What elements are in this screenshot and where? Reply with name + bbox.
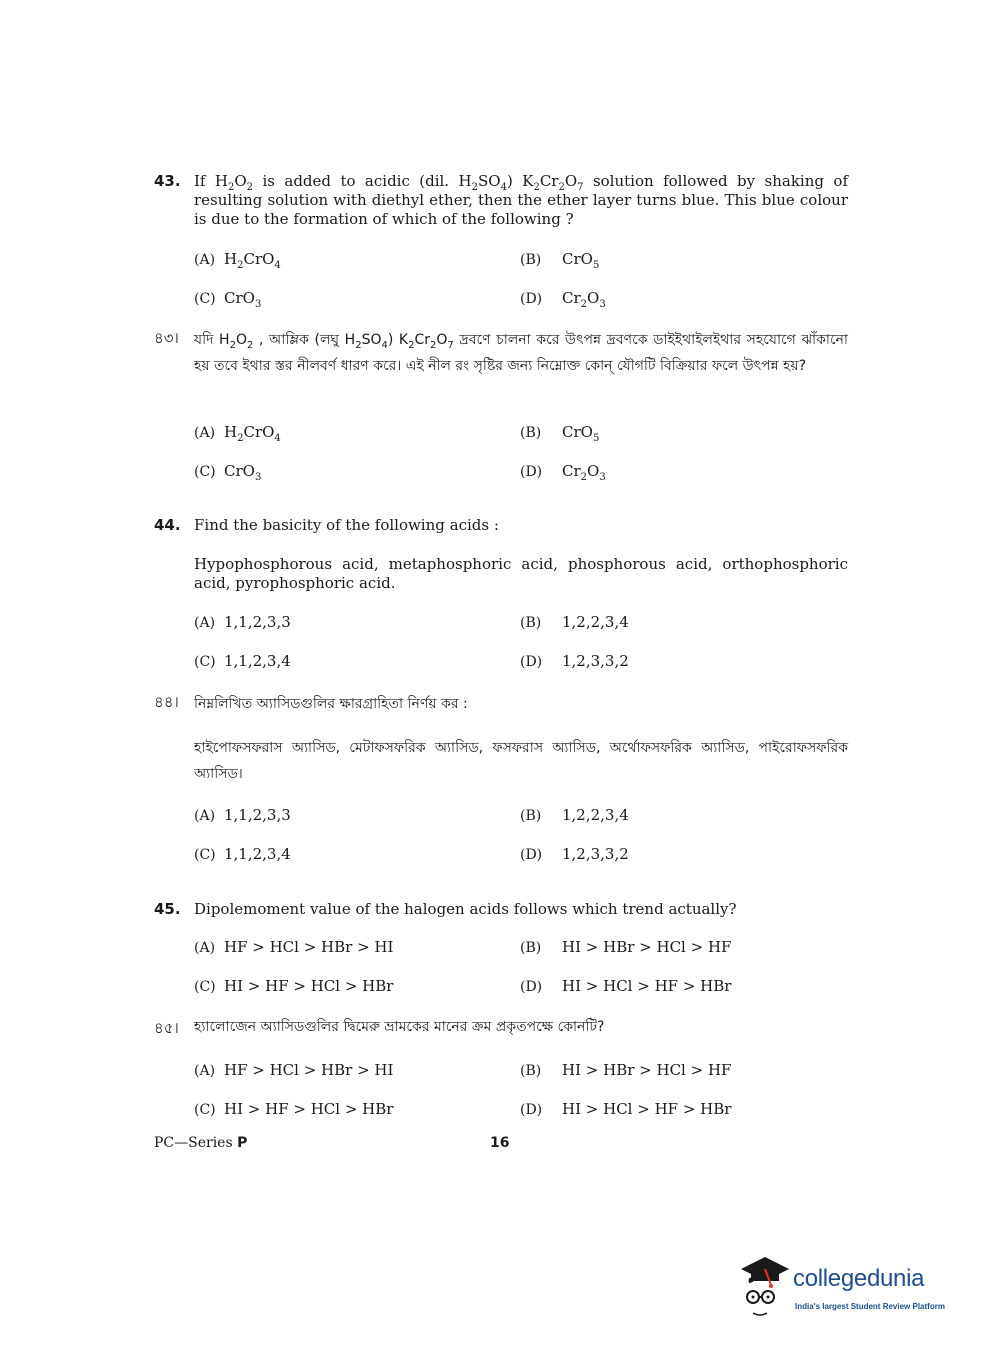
option-b [520,806,629,824]
brand-name: collegedunia [793,1265,925,1292]
option-value: HI > HBr > HCl > HF [562,1061,732,1079]
option-value: 1,2,2,3,4 [562,806,629,824]
option-a [194,938,393,956]
option-c [194,652,291,670]
option-c [194,462,262,483]
bengali-question-text: নিম্নলিখিত অ্যাসিডগুলির ক্ষারগ্রাহিতা নির্ণয় কর : [194,696,468,712]
page-number: 16 [490,1135,510,1151]
series-prefix: PC—Series [154,1135,233,1151]
bengali-question-number: ৪৩। [154,329,179,347]
question-text: Find the basicity of the following acids : [194,516,499,534]
bengali-question-text: হ্যালোজেন অ্যাসিডগুলির দ্বিমেরু ভ্রামকের মানের ক্রম প্রকৃতপক্ষে কোনটি? [194,1019,605,1035]
option-label: (B) [520,1063,542,1079]
option-value: 1,1,2,3,4 [224,845,291,863]
question-text: If $H_2O_2$ is added to acidic (dil. $H_2SO_4$) $K_2Cr_2O_7$ solution followed by shaking of resulting solution with diethyl ether, then the ether layer turns blue. This blue colour is due to the formation of which of the following ? [194,172,848,228]
option-value: 1,2,3,3,2 [562,845,629,863]
option-b [520,613,629,631]
option-value: 1,2,2,3,4 [562,613,629,631]
option-label: (C) [194,1102,216,1118]
option-label: (A) [194,425,216,441]
option-label: (D) [520,847,543,863]
option-value: HI > HCl > HF > HBr [562,1100,732,1118]
option-a [194,806,291,824]
option-value: $Cr_2O_3$ [562,462,606,483]
option-value: $Cr_2O_3$ [562,289,606,310]
question-number: 43. [154,172,181,190]
option-value: 1,1,2,3,4 [224,652,291,670]
option-label: (B) [520,808,542,824]
option-value: HF > HCl > HBr > HI [224,938,394,956]
option-label: (A) [194,252,216,268]
option-label: (B) [520,940,542,956]
option-label: (D) [520,1102,543,1118]
option-label: (C) [194,654,216,670]
option-label: (D) [520,464,543,480]
option-d [520,977,731,995]
question-subtext: Hypophosphorous acid, metaphosphoric acid, phosphorous acid, orthophosphoric acid, pyrophosphoric acid. [194,555,848,592]
option-b [520,938,731,956]
option-c [194,289,262,310]
option-d [520,845,629,863]
option-a [194,250,281,271]
option-value: 1,1,2,3,3 [224,613,291,631]
option-label: (A) [194,940,216,956]
option-value: CrO$_5$ [562,423,600,444]
option-c [194,845,291,863]
option-value: HF > HCl > HBr > HI [224,1061,394,1079]
option-label: (B) [520,252,542,268]
bengali-question-text: যদি $H_2O_2$ , আম্লিক (লঘু $H_2SO_4$) $K_2Cr_2O_7$ দ্রবণে চালনা করে উৎপন্ন দ্রবণকে ডাইইথাইলইথার সহযোগে ঝাঁকানো হয় তবে ইথার স্তর নীলবর্ণ ধারণ করে। এই নীল রং সৃষ্টির জন্য নিম্নোক্ত কোন্ যৌগটি বিক্রিয়ার ফলে উৎপন্ন হয়? [194,332,848,374]
option-value: $H_2CrO_4$ [224,423,281,444]
option-d [520,289,606,310]
option-label: (D) [520,979,543,995]
option-label: (B) [520,615,542,631]
option-value: HI > HBr > HCl > HF [562,938,732,956]
collegedunia-logo [735,1255,965,1325]
option-value: $H_2CrO_4$ [224,250,281,271]
option-d [520,1100,731,1118]
option-label: (B) [520,425,542,441]
option-value: HI > HCl > HF > HBr [562,977,732,995]
option-a [194,1061,393,1079]
series-letter: P [237,1135,248,1151]
option-label: (A) [194,615,216,631]
question-number: 45. [154,900,181,918]
option-label: (D) [520,291,543,307]
bengali-question-number: ৪৪। [154,693,179,711]
series-label [154,1135,247,1151]
option-d [520,652,629,670]
option-d [520,462,606,483]
option-b [520,423,600,444]
brand-tagline: India's largest Student Review Platform [795,1302,945,1311]
option-label: (C) [194,464,216,480]
option-label: (C) [194,847,216,863]
mascot-icon [735,1255,795,1325]
option-b [520,250,600,271]
option-value: 1,2,3,3,2 [562,652,629,670]
option-a [194,423,281,444]
option-c [194,1100,393,1118]
option-c [194,977,393,995]
option-value: 1,1,2,3,3 [224,806,291,824]
option-value: HI > HF > HCl > HBr [224,977,394,995]
option-b [520,1061,731,1079]
question-text: Dipolemoment value of the halogen acids follows which trend actually? [194,900,737,918]
bengali-question-number: ৪৫। [154,1019,179,1037]
option-value: HI > HF > HCl > HBr [224,1100,394,1118]
option-value: CrO$_3$ [224,462,262,483]
option-a [194,613,291,631]
option-label: (D) [520,654,543,670]
option-value: CrO$_3$ [224,289,262,310]
option-label: (C) [194,291,216,307]
option-value: CrO$_5$ [562,250,600,271]
option-label: (A) [194,1063,216,1079]
option-label: (A) [194,808,216,824]
question-number: 44. [154,516,181,534]
option-label: (C) [194,979,216,995]
bengali-question-subtext: হাইপোফসফরাস অ্যাসিড, মেটাফসফরিক অ্যাসিড, ফসফরাস অ্যাসিড, অর্থোফসফরিক অ্যাসিড, পাইরোফসফরিক অ্যাসিড। [194,740,848,782]
